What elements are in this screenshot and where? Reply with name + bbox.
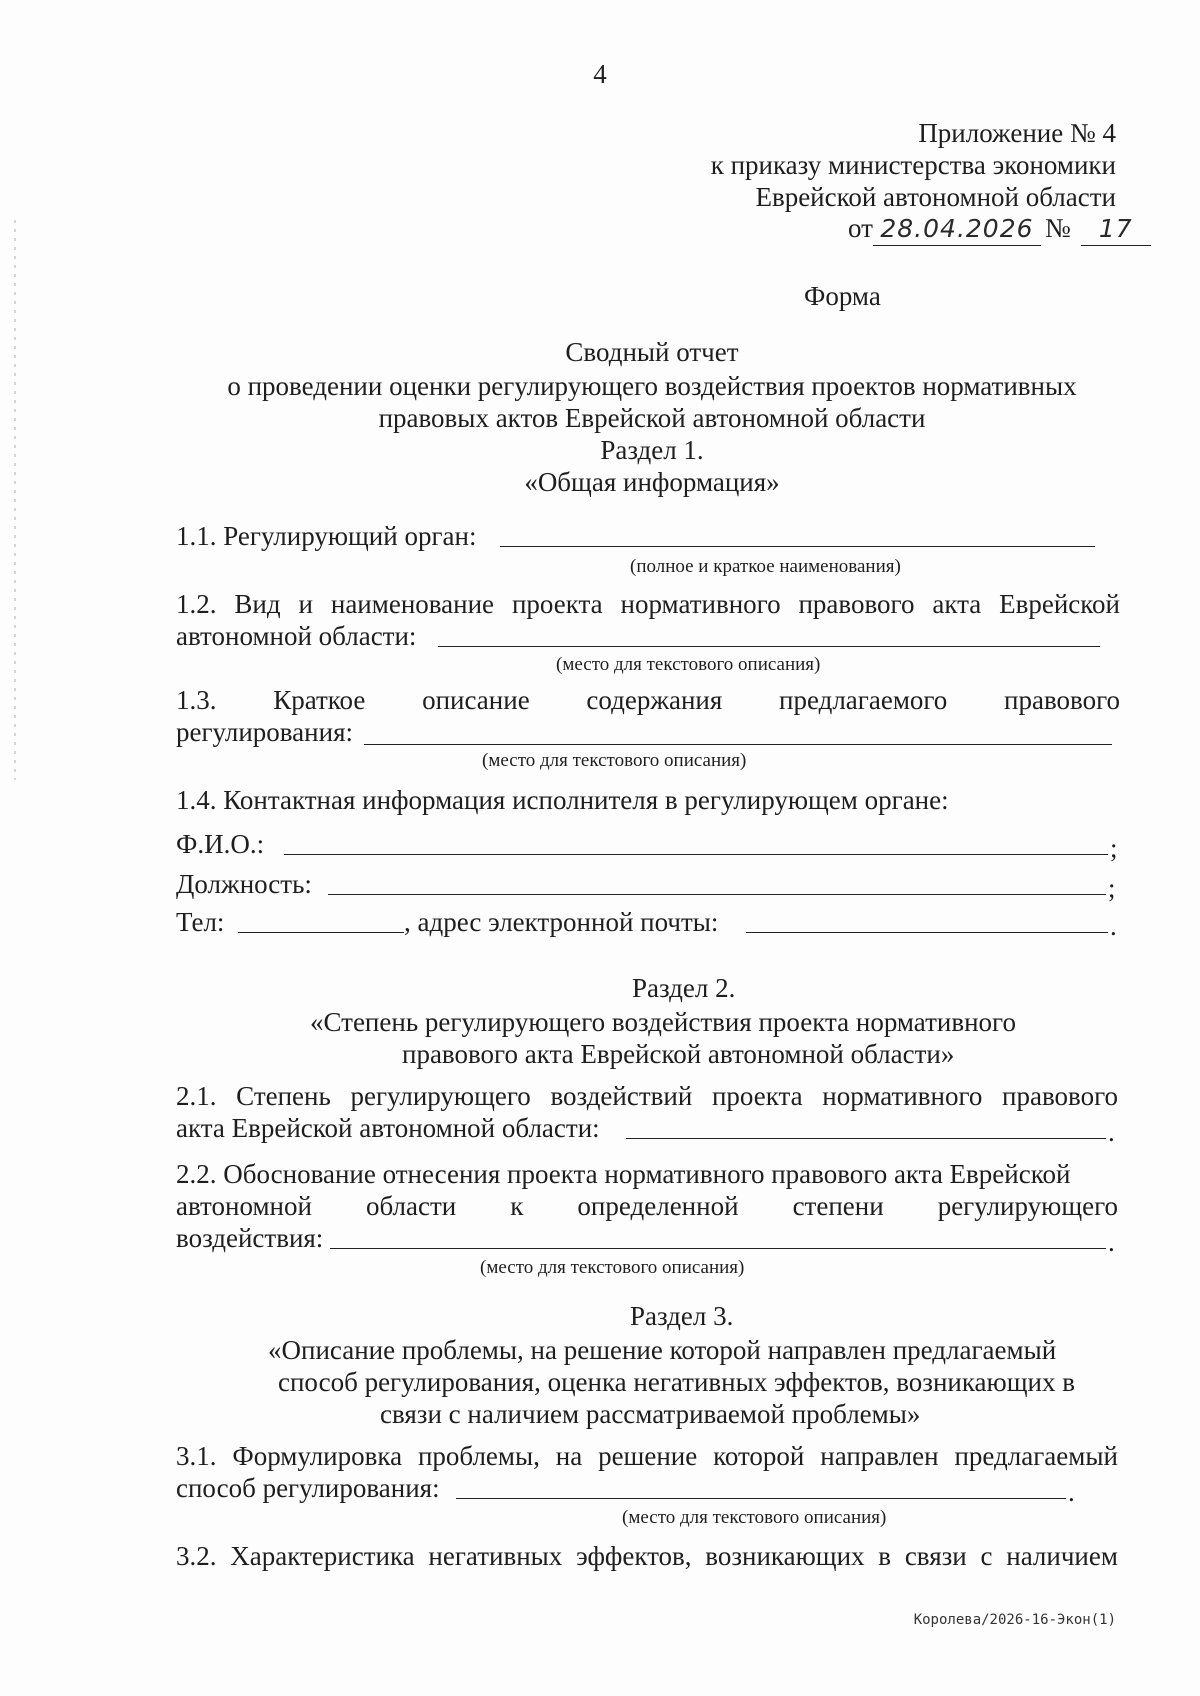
word: описание — [422, 685, 530, 715]
form-label: Форма — [804, 281, 881, 311]
word: наименование — [330, 589, 495, 619]
report-title: Сводный отчет — [565, 337, 739, 367]
item-1-1-hint: (полное и краткое наименования) — [630, 556, 901, 577]
word: автономной — [176, 1191, 312, 1221]
word: Еврейской — [999, 589, 1120, 619]
word: Краткое — [273, 685, 366, 715]
word: проблемы, — [417, 1441, 540, 1471]
word: регулирующего — [937, 1191, 1118, 1221]
report-subtitle-line1: о проведении оценки регулирующего воздействия проектов нормативных — [227, 371, 1077, 401]
word: Формулировка — [232, 1441, 403, 1471]
word: связи — [904, 1541, 967, 1571]
number-prefix: № — [1044, 213, 1071, 243]
word: направлен — [820, 1441, 939, 1471]
section2-name-line1: «Степень регулирующего воздействия проекта нормативного — [310, 1007, 1016, 1037]
appendix-date-line — [848, 212, 1151, 246]
word: определенной — [577, 1191, 739, 1221]
word: содержания — [586, 685, 723, 715]
item-1-1-blank-line — [500, 546, 1095, 547]
item-1-3-line2: регулирования: — [176, 717, 353, 747]
page-number: 4 — [593, 59, 607, 89]
word: правового — [1004, 685, 1120, 715]
item-2-2-line3: воздействия: — [176, 1223, 324, 1253]
position-blank-line — [328, 894, 1106, 895]
word: нормативного — [620, 589, 781, 619]
item-1-3-hint: (место для текстового описания) — [482, 750, 747, 771]
item-2-1-line1 — [176, 1080, 1118, 1112]
item-2-2-line2 — [176, 1190, 1118, 1222]
word: возникающих — [705, 1541, 865, 1571]
word: степени — [792, 1191, 884, 1221]
word: проекта — [511, 589, 603, 619]
item-1-4-label: 1.4. Контактная информация исполнителя в регулирующем органе: — [176, 785, 949, 815]
item-2-2-blank-line — [330, 1248, 1106, 1249]
position-semicolon: ; — [1108, 873, 1116, 903]
word: правового — [1002, 1081, 1118, 1111]
appendix-order-ref: к приказу министерства экономики — [710, 150, 1116, 180]
item-2-2-period: . — [1108, 1227, 1115, 1257]
word: решение — [598, 1441, 698, 1471]
word: в — [878, 1541, 892, 1571]
section2-name-line2: правового акта Еврейской автономной области» — [402, 1039, 955, 1069]
appendix-region: Еврейской автономной области — [755, 182, 1116, 212]
word: 1.3. — [176, 685, 217, 715]
phone-label: Тел: — [176, 907, 225, 937]
item-3-1-period: . — [1068, 1477, 1075, 1507]
word: акта — [932, 589, 982, 619]
word: негативных — [428, 1541, 563, 1571]
section2-heading: Раздел 2. — [632, 973, 736, 1003]
word: Характеристика — [230, 1541, 415, 1571]
item-1-2-line2: автономной области: — [176, 621, 417, 651]
document-footer-code: Королева/2026-16-Экон(1) — [913, 1612, 1116, 1628]
item-2-1-blank-line — [626, 1138, 1106, 1139]
item-2-1-period: . — [1108, 1117, 1115, 1147]
appendix-title: Приложение № 4 — [918, 118, 1116, 148]
fio-label: Ф.И.О.: — [176, 829, 265, 859]
item-2-1-line2: акта Еврейской автономной области: — [176, 1113, 600, 1143]
item-2-2-line1: 2.2. Обоснование отнесения проекта нормативного правового акта Еврейской — [176, 1159, 1071, 1189]
word: наличием — [1006, 1541, 1118, 1571]
report-subtitle-line2: правовых актов Еврейской автономной области — [378, 403, 926, 433]
fio-semicolon: ; — [1110, 833, 1118, 863]
item-1-3-line1 — [176, 684, 1120, 716]
email-label: , адрес электронной почты: — [404, 907, 719, 937]
handwritten-number: 17 — [1081, 213, 1151, 246]
section1-heading: Раздел 1. — [600, 435, 704, 465]
item-3-1-blank-line — [456, 1498, 1066, 1499]
email-blank-line — [746, 932, 1108, 933]
word: 3.2. — [176, 1541, 217, 1571]
word: к — [510, 1191, 524, 1221]
section3-name-line3: связи с наличием рассматриваемой проблемы» — [380, 1399, 921, 1429]
word: Вид — [234, 589, 281, 619]
word: проекта — [711, 1081, 803, 1111]
item-1-3-blank-line — [364, 744, 1112, 745]
item-3-2-line1 — [176, 1540, 1118, 1572]
word: 1.2. — [176, 589, 217, 619]
item-1-1-label: 1.1. Регулирующий орган: — [176, 521, 477, 551]
email-period: . — [1110, 911, 1117, 941]
item-2-2-hint: (место для текстового описания) — [480, 1257, 745, 1278]
item-3-1-hint: (место для текстового описания) — [622, 1507, 887, 1528]
item-1-2-blank-line — [438, 646, 1100, 647]
item-3-1-line1 — [176, 1440, 1118, 1472]
word: с — [980, 1541, 993, 1571]
word: 3.1. — [176, 1441, 217, 1471]
word: предлагаемый — [954, 1441, 1118, 1471]
section3-name-line1: «Описание проблемы, на решение которой направлен предлагаемый — [268, 1335, 1057, 1365]
word: Степень — [236, 1081, 331, 1111]
handwritten-date: 28.04.2026 — [873, 213, 1041, 246]
word: области — [365, 1191, 457, 1221]
section1-name: «Общая информация» — [524, 467, 780, 497]
word: воздействий — [550, 1081, 693, 1111]
word: 2.1. — [176, 1081, 217, 1111]
item-1-2-hint: (место для текстового описания) — [556, 654, 821, 675]
word: предлагаемого — [779, 685, 948, 715]
fio-blank-line — [284, 854, 1108, 855]
word: правового — [798, 589, 915, 619]
word: нормативного — [822, 1081, 983, 1111]
word: на — [555, 1441, 583, 1471]
section3-heading: Раздел 3. — [630, 1301, 734, 1331]
section3-name-line2: способ регулирования, оценка негативных эффектов, возникающих в — [278, 1367, 1075, 1397]
date-prefix: от — [848, 213, 873, 243]
phone-blank-line — [238, 932, 404, 933]
word: и — [298, 589, 313, 619]
word: регулирующего — [350, 1081, 531, 1111]
item-3-1-line2: способ регулирования: — [176, 1473, 440, 1503]
word: эффектов, — [576, 1541, 692, 1571]
scan-edge-artifact — [14, 220, 16, 780]
word: которой — [713, 1441, 805, 1471]
position-label: Должность: — [176, 869, 312, 899]
item-1-2-line1 — [176, 588, 1120, 620]
